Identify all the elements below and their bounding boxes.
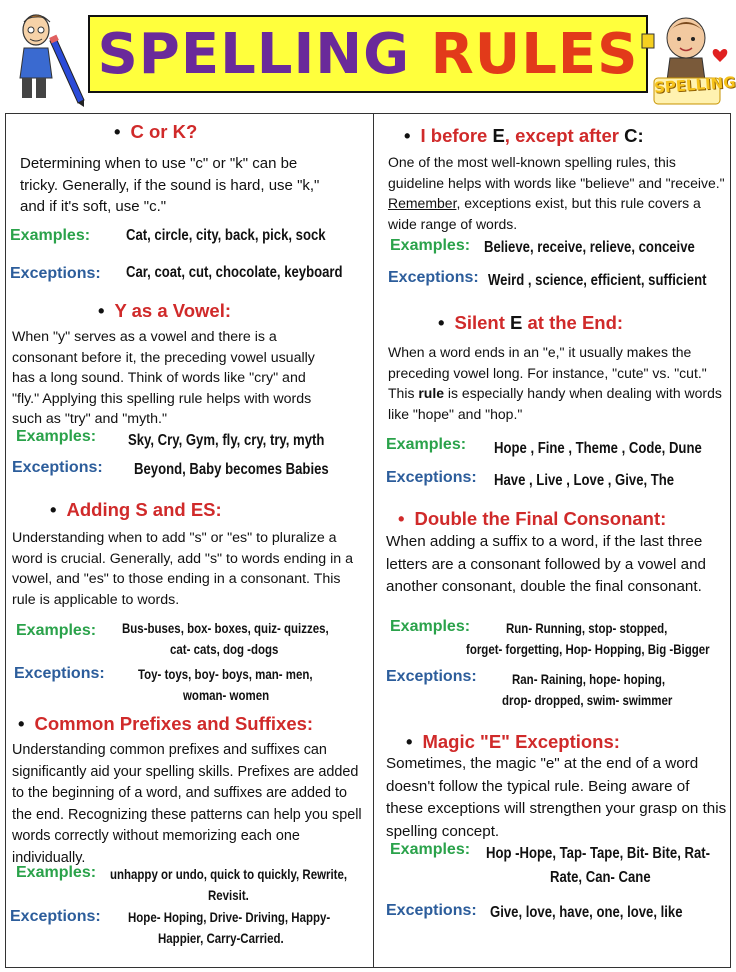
- examples-text-line2: cat- cats, dog -dogs: [170, 641, 279, 657]
- exceptions-label: Exceptions:: [386, 469, 477, 486]
- rule-description: Understanding when to add "s" or "es" to pluralize a word is crucial. Generally, add "s" to words ending in a vowel, and "es" to those ending in a consonant. This rule is applicable to words.: [12, 530, 354, 608]
- examples-label: Examples:: [16, 428, 97, 445]
- rule-description: When adding a suffix to a word, if the last three letters are a consonant followed by a vowel and another consonant, double the final consonant.: [386, 533, 706, 595]
- exceptions-label: Exceptions:: [386, 668, 477, 685]
- exceptions-text-line2: Happier, Carry-Carried.: [158, 930, 284, 946]
- rule-heading: • C or K?: [114, 121, 198, 142]
- rule-heading: • Adding S and ES:: [50, 499, 222, 520]
- exceptions-text-line1: Hope- Hoping, Drive- Driving, Happy-: [128, 909, 331, 925]
- exceptions-label: Exceptions:: [10, 908, 101, 925]
- exceptions-text: Weird , science, efficient, sufficient: [488, 272, 707, 289]
- rule-heading: • Double the Final Consonant:: [398, 508, 667, 529]
- exceptions-label: Exceptions:: [10, 265, 101, 282]
- exceptions-text-line1: Ran- Raining, hope- hoping,: [512, 671, 666, 687]
- exceptions-text-line1: Toy- toys, boy- boys, man- men,: [138, 666, 313, 682]
- examples-label: Examples:: [390, 618, 471, 635]
- rule-heading: • I before E, except after C:: [404, 125, 644, 146]
- examples-label: Examples:: [16, 622, 97, 639]
- rule-heading: • Y as a Vowel:: [98, 300, 232, 321]
- exceptions-label: Exceptions:: [14, 665, 105, 682]
- exceptions-text: Beyond, Baby becomes Babies: [134, 461, 329, 478]
- exceptions-text: Car, coat, cut, chocolate, keyboard: [126, 264, 343, 281]
- exceptions-text-line2: woman- women: [183, 687, 270, 703]
- rule-description: Understanding common prefixes and suffixes can significantly aid your spelling skills. Prefixes are added to the beginning of a word, and suffixes are added to the end. Recognizing these patterns can help you spell words correctly without memorizing each one individually.: [12, 742, 362, 866]
- examples-label: Examples:: [16, 864, 97, 881]
- examples-label: Examples:: [390, 841, 471, 858]
- exceptions-label: Exceptions:: [12, 459, 103, 476]
- rule-description: When "y" serves as a vowel and there is a consonant before it, the preceding vowel usually has a long sound. Think of words like "cry" and "fly." Applying this spelling rule helps with words such as "try" and "myth.": [12, 329, 315, 427]
- student-with-pencil-illustration: [6, 8, 90, 108]
- exceptions-label: Exceptions:: [386, 902, 477, 919]
- examples-label: Examples:: [10, 227, 91, 244]
- examples-text-line1: Bus-buses, box- boxes, quiz- quizzes,: [122, 620, 329, 636]
- page-title: [97, 22, 638, 87]
- rule-description: When a word ends in an "e," it usually makes the preceding vowel long. For instance, "cute" vs. "cut." This rule is especially handy when dealing with words like "hope" and "hop.": [388, 344, 722, 422]
- examples-text-line1: Run- Running, stop- stopped,: [506, 620, 668, 636]
- examples-text-line1: unhappy or undo, quick to quickly, Rewrite,: [110, 866, 348, 882]
- examples-label: Examples:: [390, 237, 471, 254]
- rule-heading: • Magic "E" Exceptions:: [406, 731, 620, 752]
- rule-heading: • Common Prefixes and Suffixes:: [18, 713, 314, 734]
- exceptions-text: Have , Live , Love , Give, The: [494, 472, 675, 489]
- examples-text: Cat, circle, city, back, pick, sock: [126, 227, 326, 244]
- examples-text: Hope , Fine , Theme , Code, Dune: [494, 440, 702, 457]
- exceptions-text-line2: drop- dropped, swim- swimmer: [502, 692, 673, 708]
- rule-description: Sometimes, the magic "e" at the end of a word doesn't follow the typical rule. Being aware of these exceptions will strengthen your grasp on this spelling concept.: [386, 755, 727, 840]
- examples-text-line1: Hop -Hope, Tap- Tape, Bit- Bite, Rat-: [486, 845, 711, 862]
- examples-text-line2: Rate, Can- Cane: [550, 869, 651, 886]
- column-divider: [373, 113, 374, 968]
- title-banner: [88, 15, 648, 93]
- rule-description: One of the most well-known spelling rules, this guideline helps with words like "believe" and "receive." Remember, exceptions exist, but this rule covers a wide range of words.: [388, 154, 725, 232]
- examples-text: Sky, Cry, Gym, fly, cry, try, myth: [128, 432, 325, 449]
- examples-text-line2: forget- forgetting, Hop- Hopping, Big -Bigger: [466, 641, 710, 657]
- spelling-sign-text: SPELLING: [653, 73, 736, 97]
- examples-text: Believe, receive, relieve, conceive: [484, 239, 695, 256]
- exceptions-text: Give, love, have, one, love, like: [490, 904, 683, 921]
- title-word-spelling: SPELLING: [97, 21, 411, 87]
- examples-label: Examples:: [386, 436, 467, 453]
- rule-heading: • Silent E at the End:: [438, 312, 624, 333]
- rule-description: Determining when to use "c" or "k" can be tricky. Generally, if the sound is hard, use "k," and if it's soft, use "c.": [20, 155, 320, 215]
- exceptions-label: Exceptions:: [388, 269, 479, 286]
- title-word-rules: RULES: [430, 21, 639, 87]
- examples-text-line2: Revisit.: [208, 887, 249, 903]
